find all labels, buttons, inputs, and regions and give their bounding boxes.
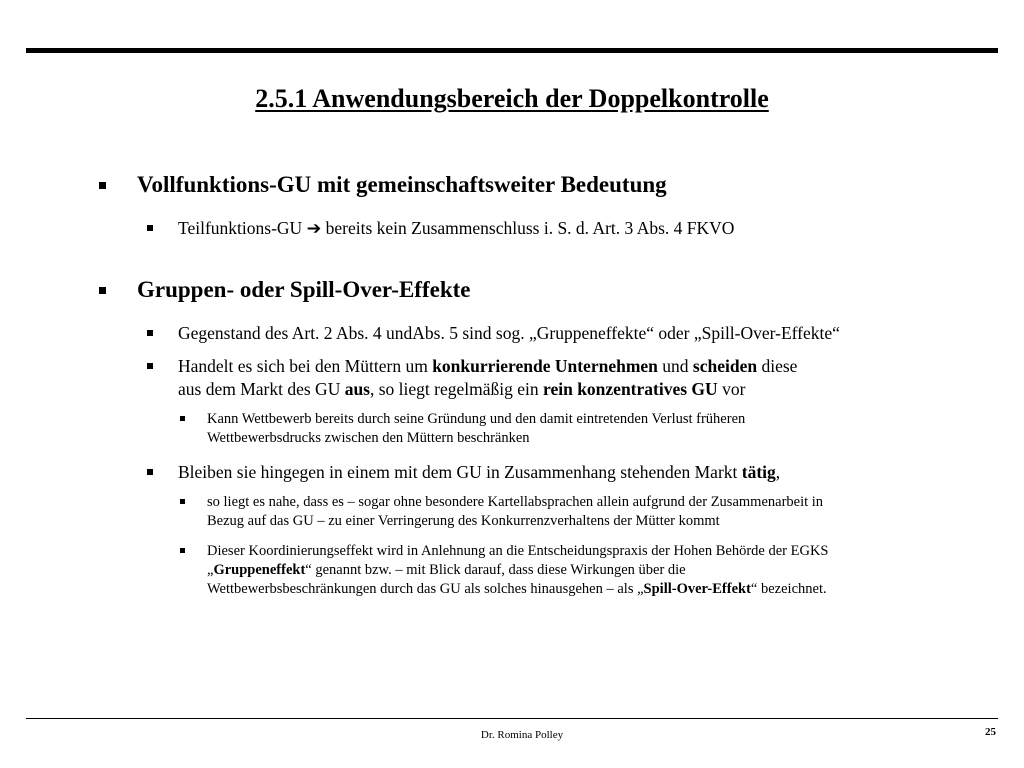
line [207, 580, 828, 599]
bold-text: aus [344, 379, 370, 399]
sub-sub-item-wettbewerb [207, 410, 745, 448]
footer-author: Dr. Romina Polley [480, 729, 564, 741]
sub-item-handelt [178, 355, 797, 401]
bold-text: scheiden [692, 356, 758, 376]
text: diese [757, 356, 798, 376]
line [178, 378, 797, 401]
sub-sub-item-koordinierung [207, 542, 828, 599]
text: , so liegt regelmäßig ein [370, 379, 544, 399]
text: , [775, 462, 781, 482]
sub-item-bleiben [178, 461, 780, 484]
text: vor [717, 379, 746, 399]
page-number: 25 [985, 726, 996, 738]
sub-item-gegenstand [178, 322, 840, 345]
text: “ genannt bzw. – mit Blick darauf, dass diese Wirkungen über die [305, 562, 686, 578]
bullet-icon [180, 416, 185, 421]
sub-sub-item-nahe [207, 493, 823, 531]
bullet-icon [180, 548, 185, 553]
top-rule [26, 48, 998, 53]
text: Handelt es sich bei den Müttern um [178, 356, 433, 376]
line [207, 561, 828, 580]
text: Gegenstand des Art. 2 Abs. 4 undAbs. 5 sind sog. „Gruppeneffekte“ oder „Spill-Over-Effekte“ [178, 323, 840, 343]
line: Dieser Koordinierungseffekt wird in Anlehnung an die Entscheidungspraxis der Hohen Behörde der EGKS [207, 543, 829, 559]
slide-title: 2.5.1 Anwendungsbereich der Doppelkontrolle [255, 84, 769, 113]
sub-item-teilfunktions [178, 217, 734, 240]
text: Teilfunktions-GU [178, 218, 303, 238]
bold-text: Spill-Over-Effekt [643, 581, 751, 597]
bullet-icon [147, 469, 153, 475]
text: und [657, 356, 693, 376]
line: Bezug auf das GU – zu einer Verringerung des Konkurrenzverhaltens der Mütter kommt [207, 513, 720, 529]
bullet-icon [180, 499, 185, 504]
arrow-right-icon: ➔ [306, 218, 322, 238]
bullet-icon [99, 287, 106, 294]
text: Wettbewerbsbeschränkungen durch das GU als solches hinausgehen – als „ [207, 581, 644, 597]
bullet-item-vollfunktions [137, 172, 667, 198]
bullet-icon [147, 225, 153, 231]
heading-text: Vollfunktions-GU mit gemeinschaftsweiter Bedeutung [137, 172, 667, 197]
line: Wettbewerbsdrucks zwischen den Müttern beschränken [207, 430, 530, 446]
heading-text: Gruppen- oder Spill-Over-Effekte [137, 277, 471, 302]
line: so liegt es nahe, dass es – sogar ohne besondere Kartellabsprachen allein aufgrund der Zusammenarbeit in [207, 494, 824, 510]
bullet-icon [147, 363, 153, 369]
bullet-item-gruppen [137, 277, 470, 303]
bold-text: Gruppeneffekt [213, 562, 306, 578]
text: bereits kein Zusammenschluss i. S. d. Art. 3 Abs. 4 FKVO [325, 218, 735, 238]
text: aus dem Markt des GU [178, 379, 345, 399]
text: „ [207, 562, 214, 578]
line: Kann Wettbewerb bereits durch seine Gründung und den damit eintretenden Verlust früheren [207, 411, 746, 427]
text: Bleiben sie hingegen in einem mit dem GU in Zusammenhang stehenden Markt [178, 462, 742, 482]
line [178, 355, 797, 378]
bullet-icon [99, 182, 106, 189]
bold-text: konkurrierende Unternehmen [432, 356, 658, 376]
bold-text: tätig [741, 462, 776, 482]
bullet-icon [147, 330, 153, 336]
footer-rule [26, 718, 998, 719]
text: “ bezeichnet. [750, 581, 827, 597]
bold-text: rein konzentratives GU [543, 379, 718, 399]
